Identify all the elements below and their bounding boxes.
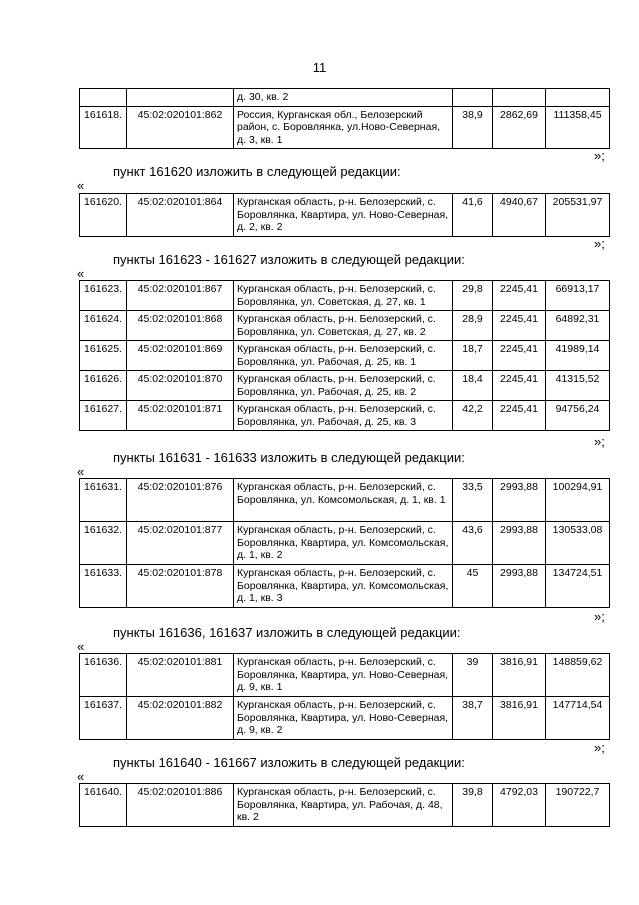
- row-number-cell: 161640.: [80, 784, 127, 827]
- value-cell: [546, 89, 610, 107]
- address-cell: Курганская область, р-н. Белозерский, с. Боровлянка, ул. Рабочая, д. 25, кв. 2: [234, 371, 453, 401]
- closing-quote: »;: [594, 740, 605, 755]
- address-cell: Курганская область, р-н. Белозерский, с. Боровлянка, ул. Рабочая, д. 25, кв. 1: [234, 341, 453, 371]
- cadastral-number-cell: 45:02:020101:878: [127, 565, 234, 608]
- rate-cell: 2993,88: [493, 565, 546, 608]
- address-cell: Курганская область, р-н. Белозерский, с. Боровлянка, Квартира, ул. Ново-Северная, д. 9, кв. 2: [234, 697, 453, 740]
- address-cell: Курганская область, р-н. Белозерский, с. Боровлянка, Квартира, ул. Комсомольская, д. 1, кв. 2: [234, 522, 453, 565]
- rate-cell: 2862,69: [493, 106, 546, 149]
- area-cell: 29,8: [453, 281, 493, 311]
- table-row: [80, 194, 610, 237]
- row-number-cell: 161627.: [80, 401, 127, 431]
- cadastral-number-cell: 45:02:020101:877: [127, 522, 234, 565]
- table-row: [80, 784, 610, 827]
- cadastral-number-cell: 45:02:020101:881: [127, 654, 234, 697]
- rate-cell: 2993,88: [493, 522, 546, 565]
- area-cell: 38,7: [453, 697, 493, 740]
- closing-quote: »;: [594, 236, 605, 251]
- address-cell: Россия, Курганская обл., Белозерский район, с. Боровлянка, ул.Ново-Северная, д. 3, кв. 1: [234, 106, 453, 149]
- table-row: [80, 106, 610, 149]
- value-cell: 205531,97: [546, 194, 610, 237]
- rate-cell: 4940,67: [493, 194, 546, 237]
- table-row: [80, 565, 610, 608]
- value-cell: 64892,31: [546, 311, 610, 341]
- value-cell: 190722,7: [546, 784, 610, 827]
- value-cell: 66913,17: [546, 281, 610, 311]
- area-cell: 18,4: [453, 371, 493, 401]
- area-cell: 28,9: [453, 311, 493, 341]
- cadastral-number-cell: 45:02:020101:870: [127, 371, 234, 401]
- value-cell: 147714,54: [546, 697, 610, 740]
- address-cell: Курганская область, р-н. Белозерский, с. Боровлянка, ул. Комсомольская, д. 1, кв. 1: [234, 479, 453, 522]
- row-number-cell: 161631.: [80, 479, 127, 522]
- area-cell: 33,5: [453, 479, 493, 522]
- row-number-cell: 161620.: [80, 194, 127, 237]
- area-cell: 41,6: [453, 194, 493, 237]
- value-cell: 148859,62: [546, 654, 610, 697]
- table-row: [80, 89, 610, 107]
- row-number-cell: 161623.: [80, 281, 127, 311]
- cadastral-number-cell: [127, 89, 234, 107]
- table-row: [80, 341, 610, 371]
- value-cell: 130533,08: [546, 522, 610, 565]
- cadastral-number-cell: 45:02:020101:868: [127, 311, 234, 341]
- row-number-cell: [80, 89, 127, 107]
- address-cell: Курганская область, р-н. Белозерский, с. Боровлянка, Квартира, ул. Ново-Северная, д. 9, кв. 1: [234, 654, 453, 697]
- opening-quote: «: [77, 639, 85, 654]
- rate-cell: 3816,91: [493, 654, 546, 697]
- amendment-heading: пункты 161623 - 161627 изложить в следующей редакции:: [113, 252, 465, 267]
- amendment-heading: пункты 161636, 161637 изложить в следующей редакции:: [113, 625, 461, 640]
- row-number-cell: 161624.: [80, 311, 127, 341]
- address-cell: Курганская область, р-н. Белозерский, с. Боровлянка, Квартира, ул. Комсомольская, д. 1, кв. 3: [234, 565, 453, 608]
- property-table: [79, 653, 610, 740]
- cadastral-number-cell: 45:02:020101:871: [127, 401, 234, 431]
- property-table: [79, 88, 610, 149]
- property-table: [79, 280, 610, 431]
- value-cell: 41315,52: [546, 371, 610, 401]
- rate-cell: 3816,91: [493, 697, 546, 740]
- rate-cell: 2245,41: [493, 311, 546, 341]
- table-row: [80, 401, 610, 431]
- address-cell: Курганская область, р-н. Белозерский, с. Боровлянка, ул. Советская, д. 27, кв. 2: [234, 311, 453, 341]
- value-cell: 100294,91: [546, 479, 610, 522]
- value-cell: 111358,45: [546, 106, 610, 149]
- table-row: [80, 697, 610, 740]
- rate-cell: 2245,41: [493, 281, 546, 311]
- address-cell: Курганская область, р-н. Белозерский, с. Боровлянка, ул. Советская, д. 27, кв. 1: [234, 281, 453, 311]
- closing-quote: »;: [594, 148, 605, 163]
- rate-cell: [493, 89, 546, 107]
- property-table: [79, 783, 610, 827]
- closing-quote: »;: [594, 434, 605, 449]
- area-cell: 45: [453, 565, 493, 608]
- value-cell: 94756,24: [546, 401, 610, 431]
- cadastral-number-cell: 45:02:020101:867: [127, 281, 234, 311]
- table-row: [80, 311, 610, 341]
- area-cell: 42,2: [453, 401, 493, 431]
- table-row: [80, 281, 610, 311]
- row-number-cell: 161636.: [80, 654, 127, 697]
- cadastral-number-cell: 45:02:020101:869: [127, 341, 234, 371]
- page-number: 11: [312, 60, 327, 75]
- address-cell: Курганская область, р-н. Белозерский, с. Боровлянка, Квартира, ул. Рабочая, д. 48, кв. 2: [234, 784, 453, 827]
- amendment-heading: пункт 161620 изложить в следующей редакции:: [113, 164, 401, 179]
- opening-quote: «: [77, 464, 85, 479]
- cadastral-number-cell: 45:02:020101:882: [127, 697, 234, 740]
- area-cell: 39,8: [453, 784, 493, 827]
- rate-cell: 2245,41: [493, 341, 546, 371]
- row-number-cell: 161637.: [80, 697, 127, 740]
- area-cell: 43,6: [453, 522, 493, 565]
- cadastral-number-cell: 45:02:020101:886: [127, 784, 234, 827]
- table-row: [80, 522, 610, 565]
- rate-cell: 4792,03: [493, 784, 546, 827]
- address-cell: Курганская область, р-н. Белозерский, с. Боровлянка, Квартира, ул. Ново-Северная, д. 2, кв. 2: [234, 194, 453, 237]
- row-number-cell: 161632.: [80, 522, 127, 565]
- rate-cell: 2993,88: [493, 479, 546, 522]
- value-cell: 134724,51: [546, 565, 610, 608]
- row-number-cell: 161633.: [80, 565, 127, 608]
- rate-cell: 2245,41: [493, 371, 546, 401]
- opening-quote: «: [77, 178, 85, 193]
- address-cell: д. 30, кв. 2: [234, 89, 453, 107]
- row-number-cell: 161618.: [80, 106, 127, 149]
- cadastral-number-cell: 45:02:020101:876: [127, 479, 234, 522]
- amendment-heading: пункты 161640 - 161667 изложить в следующей редакции:: [113, 755, 465, 770]
- cadastral-number-cell: 45:02:020101:864: [127, 194, 234, 237]
- table-row: [80, 479, 610, 522]
- cadastral-number-cell: 45:02:020101:862: [127, 106, 234, 149]
- area-cell: 18,7: [453, 341, 493, 371]
- opening-quote: «: [77, 769, 85, 784]
- area-cell: 39: [453, 654, 493, 697]
- area-cell: 38,9: [453, 106, 493, 149]
- property-table: [79, 193, 610, 237]
- row-number-cell: 161625.: [80, 341, 127, 371]
- table-row: [80, 654, 610, 697]
- closing-quote: »;: [594, 609, 605, 624]
- value-cell: 41989,14: [546, 341, 610, 371]
- property-table: [79, 478, 610, 608]
- amendment-heading: пункты 161631 - 161633 изложить в следующей редакции:: [113, 450, 465, 465]
- opening-quote: «: [77, 266, 85, 281]
- table-row: [80, 371, 610, 401]
- address-cell: Курганская область, р-н. Белозерский, с. Боровлянка, ул. Рабочая, д. 25, кв. 3: [234, 401, 453, 431]
- rate-cell: 2245,41: [493, 401, 546, 431]
- area-cell: [453, 89, 493, 107]
- row-number-cell: 161626.: [80, 371, 127, 401]
